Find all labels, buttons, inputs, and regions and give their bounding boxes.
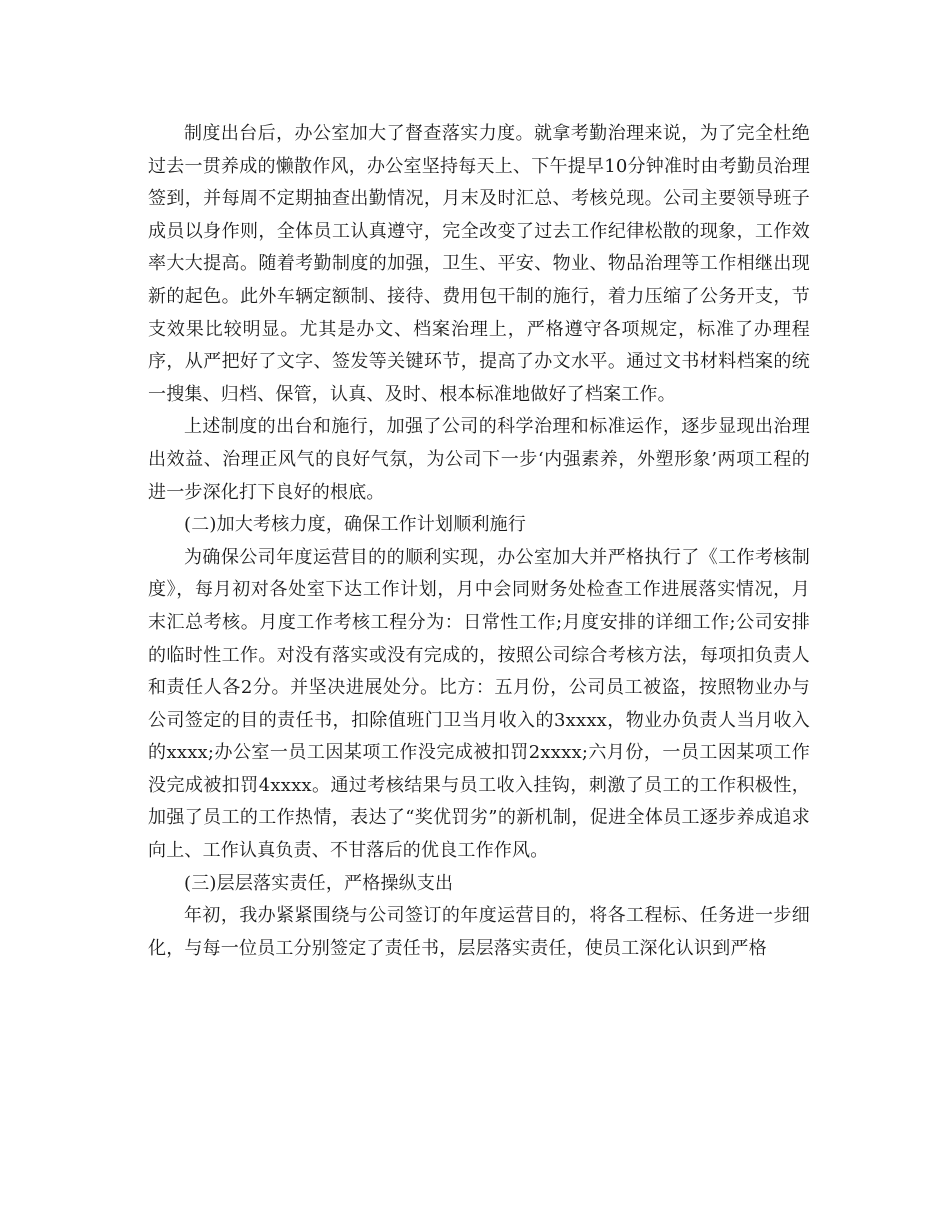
paragraph-responsibility: 年初，我办紧紧围绕与公司签订的年度运营目的，将各工程标、任务进一步细化，与每一位员工分别签定了责任书，层层落实责任，使员工深化认识到严格 (148, 905, 810, 959)
paragraph-system-effect: 上述制度的出台和施行，加强了公司的科学治理和标准运作，逐步显现出治理出效益、治理正风气的良好气氛，为公司下一步‘内强素养，外塑形象’两项工程的进一步深化打下良好的根底。 (148, 416, 810, 503)
paragraph-assessment: 为确保公司年度运营目的的顺利实现，办公室加大并严格执行了《工作考核制度》，每月初对各处室下达工作计划，月中会同财务处检查工作进展落实情况，月末汇总考核。月度工作考核工程分为：日常性工作;月度安排的详细工作;公司安排的临时性工作。对没有落实或没有完成的，按照公司综合考核方法，每项扣负责人和责任人各2分。并坚决进展处分。比方：五月份，公司员工被盗，按照物业办与公司签定的目的责任书，扣除值班门卫当月收入的3xxxx，物业办负责人当月收入的xxxx;办公室一员工因某项工作没完成被扣罚2xxxx;六月份，一员工因某项工作没完成被扣罚4xxxx。通过考核结果与员工收入挂钩，刺激了员工的工作积极性，加强了员工的工作热情，表达了“奖优罚劣”的新机制，促进全体员工逐步养成追求向上、工作认真负责、不甘落后的优良工作作风。 (148, 546, 810, 862)
paragraph-attendance: 制度出台后，办公室加大了督查落实力度。就拿考勤治理来说，为了完全杜绝过去一贯养成的懒散作风，办公室坚持每天上、下午提早10分钟准时由考勤员治理签到，并每周不定期抽查出勤情况，月末及时汇总、考核兑现。公司主要领导班子成员以身作则，全体员工认真遵守，完全改变了过去工作纪律松散的现象，工作效率大大提高。随着考勤制度的加强，卫生、平安、物业、物品治理等工作相继出现新的起色。此外车辆定额制、接待、费用包干制的施行，着力压缩了公务开支，节支效果比较明显。尤其是办文、档案治理上，严格遵守各项规定，标准了办理程序，从严把好了文字、签发等关键环节，提高了办文水平。通过文书材料档案的统一搜集、归档、保管，认真、及时、根本标准地做好了档案工作。 (148, 123, 810, 405)
section-heading-2: (二)加大考核力度，确保工作计划顺利施行 (184, 514, 527, 536)
section-heading-3: (三)层层落实责任，严格操纵支出 (184, 872, 454, 894)
document-body (148, 118, 810, 965)
